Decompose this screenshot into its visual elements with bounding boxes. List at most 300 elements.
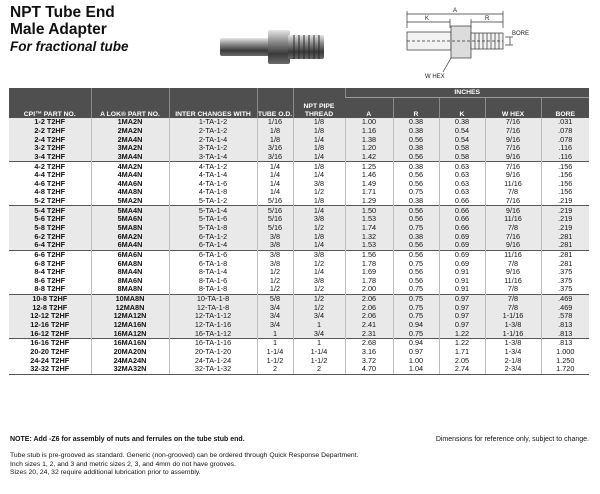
table-row bbox=[9, 179, 589, 188]
cell-cpi-part: 32-32 T2HF bbox=[9, 365, 91, 374]
cell-w-hex: 7/16 bbox=[485, 144, 541, 153]
cell-alok-part: 5MA8N bbox=[91, 224, 169, 233]
title-line-1: NPT Tube End bbox=[10, 4, 115, 21]
cell-dim-a: 1.78 bbox=[345, 259, 393, 268]
cell-w-hex: 9/16 bbox=[485, 241, 541, 250]
cell-tube-od: 1/2 bbox=[257, 285, 293, 294]
cell-dim-a: 1.53 bbox=[345, 241, 393, 250]
cell-dim-r: 0.56 bbox=[393, 179, 439, 188]
cell-dim-a: 1.56 bbox=[345, 250, 393, 259]
cell-interchange: 6-TA-1-2 bbox=[169, 232, 257, 241]
cell-interchange: 2-TA-1-4 bbox=[169, 135, 257, 144]
cell-bore: .156 bbox=[541, 162, 589, 171]
cell-bore: 1.000 bbox=[541, 348, 589, 357]
cell-npt-thread: 3/8 bbox=[293, 250, 345, 259]
cell-w-hex: 7/16 bbox=[485, 127, 541, 136]
cell-cpi-part: 8-4 T2HF bbox=[34, 267, 66, 277]
cell-alok-part: 20MA20N bbox=[91, 348, 169, 357]
cell-dim-a: 4.70 bbox=[345, 365, 393, 374]
cell-dim-k: 0.91 bbox=[439, 268, 485, 277]
cell-dim-a: 3.16 bbox=[345, 348, 393, 357]
cell-dim-k: 0.91 bbox=[439, 285, 485, 294]
cell-dim-r: 0.94 bbox=[393, 321, 439, 330]
cell-npt-thread: 1/4 bbox=[293, 241, 345, 250]
table-row bbox=[9, 277, 589, 286]
cell-dim-k: 0.58 bbox=[439, 153, 485, 162]
cell-w-hex: 9/16 bbox=[485, 171, 541, 180]
cell-dim-a: 1.71 bbox=[345, 188, 393, 197]
cell-dim-a: 1.46 bbox=[345, 171, 393, 180]
cell-bore: .116 bbox=[541, 144, 589, 153]
drawing-label-whex: W HEX bbox=[425, 74, 445, 80]
cell-interchange: 3-TA-1-2 bbox=[169, 144, 257, 153]
header-npt: NPT PIPE THREAD bbox=[293, 88, 345, 118]
cell-npt-thread: 1/4 bbox=[293, 171, 345, 180]
table-row bbox=[9, 312, 589, 321]
cell-dim-r: 0.75 bbox=[393, 259, 439, 268]
cell-tube-od: 1/16 bbox=[257, 118, 293, 127]
cell-npt-thread: 1/4 bbox=[293, 268, 345, 277]
cell-bore: .219 bbox=[541, 215, 589, 224]
cell-w-hex: 9/16 bbox=[485, 153, 541, 162]
cell-tube-od: 5/16 bbox=[257, 224, 293, 233]
cell-dim-a: 1.74 bbox=[345, 224, 393, 233]
cell-dim-r: 0.56 bbox=[393, 268, 439, 277]
cell-interchange: 24-TA-1-24 bbox=[169, 356, 257, 365]
product-photo bbox=[218, 24, 328, 70]
table-row bbox=[9, 188, 589, 197]
cell-dim-k: 0.69 bbox=[439, 232, 485, 241]
cell-dim-k: 0.97 bbox=[439, 294, 485, 303]
cell-bore: .281 bbox=[541, 232, 589, 241]
cell-dim-a: 1.42 bbox=[345, 153, 393, 162]
cell-dim-r: 0.56 bbox=[393, 241, 439, 250]
cell-tube-od: 3/4 bbox=[257, 303, 293, 312]
cell-npt-thread: 1-1/4 bbox=[293, 348, 345, 357]
cell-dim-k: 1.22 bbox=[439, 339, 485, 348]
cell-npt-thread: 1/8 bbox=[293, 197, 345, 206]
cell-tube-od: 3/16 bbox=[257, 144, 293, 153]
cell-cpi-part: 5-2 T2HF bbox=[34, 196, 66, 206]
cell-tube-od: 3/4 bbox=[257, 312, 293, 321]
cell-w-hex: 1-1/16 bbox=[485, 312, 541, 321]
cell-dim-k: 0.97 bbox=[439, 321, 485, 330]
cell-npt-thread: 1/8 bbox=[293, 232, 345, 241]
cell-dim-a: 2.06 bbox=[345, 303, 393, 312]
cell-alok-part: 4MA2N bbox=[91, 162, 169, 171]
cell-tube-od: 3/8 bbox=[257, 250, 293, 259]
cell-interchange: 6-TA-1-8 bbox=[169, 259, 257, 268]
header-cpi: CPI™ PART NO. bbox=[9, 88, 91, 118]
cell-dim-r: 0.56 bbox=[393, 153, 439, 162]
cell-npt-thread: 1/2 bbox=[293, 303, 345, 312]
cell-npt-thread: 1/8 bbox=[293, 162, 345, 171]
cell-interchange: 5-TA-1-2 bbox=[169, 197, 257, 206]
cell-cpi-part: 8-6 T2HF bbox=[34, 276, 66, 285]
spec-table-body bbox=[9, 118, 589, 374]
cell-alok-part: 8MA4N bbox=[91, 268, 169, 277]
cell-dim-r: 0.75 bbox=[393, 303, 439, 312]
cell-alok-part: 5MA4N bbox=[91, 206, 169, 215]
table-row bbox=[9, 153, 589, 162]
cell-dim-a: 2.68 bbox=[345, 339, 393, 348]
cell-dim-r: 0.38 bbox=[393, 197, 439, 206]
cell-dim-k: 0.69 bbox=[439, 241, 485, 250]
cell-interchange: 5-TA-1-4 bbox=[169, 206, 257, 215]
cell-tube-od: 3/16 bbox=[257, 153, 293, 162]
cell-w-hex: 7/16 bbox=[485, 162, 541, 171]
cell-dim-k: 0.97 bbox=[439, 303, 485, 312]
cell-w-hex: 7/8 bbox=[485, 259, 541, 268]
cell-dim-k: 1.22 bbox=[439, 329, 485, 338]
table-row bbox=[9, 206, 589, 215]
cell-npt-thread: 3/8 bbox=[293, 179, 345, 188]
cell-tube-od: 1/4 bbox=[257, 188, 293, 197]
cell-dim-k: 0.63 bbox=[439, 171, 485, 180]
cell-bore: .281 bbox=[541, 241, 589, 250]
cell-dim-k: 0.54 bbox=[439, 135, 485, 144]
cell-tube-od: 3/4 bbox=[257, 321, 293, 330]
cell-dim-a: 1.69 bbox=[345, 268, 393, 277]
cell-cpi-part: 6-8 T2HF bbox=[34, 259, 66, 268]
cell-dim-k: 2.05 bbox=[439, 356, 485, 365]
cell-w-hex: 1-3/4 bbox=[485, 348, 541, 357]
cell-tube-od: 1-1/2 bbox=[257, 356, 293, 365]
cell-npt-thread: 3/4 bbox=[293, 312, 345, 321]
cell-npt-thread: 1/8 bbox=[293, 118, 345, 127]
cell-dim-a: 1.53 bbox=[345, 215, 393, 224]
cell-cpi-part: 20-20 T2HF bbox=[30, 347, 70, 356]
cell-tube-od: 5/16 bbox=[257, 197, 293, 206]
cell-dim-a: 1.25 bbox=[345, 162, 393, 171]
cell-alok-part: 3MA4N bbox=[91, 153, 169, 162]
cell-dim-k: 0.58 bbox=[439, 144, 485, 153]
cell-dim-r: 0.56 bbox=[393, 250, 439, 259]
cell-tube-od: 3/8 bbox=[257, 241, 293, 250]
cell-dim-k: 0.66 bbox=[439, 197, 485, 206]
table-row bbox=[9, 162, 589, 171]
cell-dim-r: 0.94 bbox=[393, 339, 439, 348]
cell-alok-part: 10MA8N bbox=[91, 294, 169, 303]
cell-npt-thread: 1/2 bbox=[293, 188, 345, 197]
table-row bbox=[9, 118, 589, 127]
cell-bore: .469 bbox=[541, 294, 589, 303]
cell-dim-r: 1.00 bbox=[393, 356, 439, 365]
cell-npt-thread: 1/2 bbox=[293, 285, 345, 294]
table-row bbox=[9, 197, 589, 206]
cell-interchange: 20-TA-1-20 bbox=[169, 348, 257, 357]
cell-w-hex: 1-3/8 bbox=[485, 339, 541, 348]
table-row bbox=[9, 127, 589, 136]
cell-dim-r: 0.75 bbox=[393, 329, 439, 338]
cell-dim-k: 0.69 bbox=[439, 259, 485, 268]
cell-tube-od: 1/8 bbox=[257, 135, 293, 144]
cell-dim-r: 0.56 bbox=[393, 135, 439, 144]
cell-dim-r: 0.75 bbox=[393, 224, 439, 233]
cell-bore: 1.720 bbox=[541, 365, 589, 374]
cell-dim-k: 0.66 bbox=[439, 206, 485, 215]
cell-cpi-part: 1-2 T2HF bbox=[9, 118, 91, 127]
cell-bore: .375 bbox=[541, 268, 589, 277]
table-row bbox=[9, 224, 589, 233]
cell-npt-thread: 1/2 bbox=[293, 294, 345, 303]
cell-cpi-part: 12-8 T2HF bbox=[9, 303, 91, 312]
table-row bbox=[9, 268, 589, 277]
table-row bbox=[9, 365, 589, 374]
cell-w-hex: 7/8 bbox=[485, 285, 541, 294]
cell-dim-k: 0.54 bbox=[439, 127, 485, 136]
header-alok: A LOK® PART NO. bbox=[91, 88, 169, 118]
cell-bore: .156 bbox=[541, 179, 589, 188]
cell-tube-od: 1 bbox=[257, 329, 293, 338]
cell-dim-k: 0.66 bbox=[439, 215, 485, 224]
table-row bbox=[9, 348, 589, 357]
cell-interchange: 4-TA-1-2 bbox=[169, 162, 257, 171]
cell-npt-thread: 1 bbox=[293, 321, 345, 330]
cell-dim-r: 0.56 bbox=[393, 171, 439, 180]
cell-npt-thread: 1 bbox=[293, 339, 345, 348]
table-row bbox=[9, 171, 589, 180]
header-a: A bbox=[345, 98, 393, 119]
cell-dim-r: 0.38 bbox=[393, 232, 439, 241]
reference-note: Dimensions for reference only, subject to change. bbox=[435, 436, 589, 443]
cell-interchange: 8-TA-1-6 bbox=[169, 277, 257, 286]
cell-cpi-part: 12-16 T2HF bbox=[9, 321, 91, 330]
cell-interchange: 4-TA-1-8 bbox=[169, 188, 257, 197]
cell-interchange: 12-TA-1-16 bbox=[169, 321, 257, 330]
cell-interchange: 1-TA-1-2 bbox=[169, 118, 257, 127]
cell-tube-od: 1/2 bbox=[257, 268, 293, 277]
cell-cpi-part: 12-12 T2HF bbox=[9, 312, 91, 321]
cell-alok-part: 6MA4N bbox=[91, 241, 169, 250]
table-row bbox=[9, 329, 589, 338]
cell-dim-k: 0.91 bbox=[439, 277, 485, 286]
cell-alok-part: 3MA2N bbox=[91, 144, 169, 153]
cell-tube-od: 1/4 bbox=[257, 179, 293, 188]
cell-bore: .813 bbox=[541, 339, 589, 348]
cell-dim-r: 1.04 bbox=[393, 365, 439, 374]
cell-tube-od: 3/8 bbox=[257, 259, 293, 268]
cell-bore: .281 bbox=[541, 250, 589, 259]
cell-w-hex: 11/16 bbox=[485, 179, 541, 188]
cell-dim-r: 0.38 bbox=[393, 127, 439, 136]
cell-tube-od: 1 bbox=[257, 339, 293, 348]
cell-dim-a: 2.06 bbox=[345, 312, 393, 321]
cell-w-hex: 7/16 bbox=[485, 118, 541, 127]
cell-alok-part: 4MA8N bbox=[91, 188, 169, 197]
cell-alok-part: 8MA6N bbox=[91, 277, 169, 286]
table-row bbox=[9, 241, 589, 250]
cell-npt-thread: 3/4 bbox=[293, 329, 345, 338]
cell-dim-r: 0.75 bbox=[393, 285, 439, 294]
drawing-label-r: R bbox=[485, 16, 490, 22]
cell-alok-part: 6MA8N bbox=[91, 259, 169, 268]
cell-bore: .219 bbox=[541, 197, 589, 206]
cell-w-hex: 7/8 bbox=[485, 224, 541, 233]
cell-cpi-part: 4-4 T2HF bbox=[34, 170, 66, 180]
cell-bore: .116 bbox=[541, 153, 589, 162]
cell-tube-od: 1/4 bbox=[257, 162, 293, 171]
cell-cpi-part: 5-8 T2HF bbox=[9, 224, 91, 233]
cell-npt-thread: 3/8 bbox=[293, 277, 345, 286]
cell-alok-part: 12MA16N bbox=[91, 321, 169, 330]
cell-npt-thread: 1/8 bbox=[293, 144, 345, 153]
cell-cpi-part: 3-4 T2HF bbox=[9, 153, 91, 162]
cell-npt-thread: 1/8 bbox=[293, 127, 345, 136]
cell-alok-part: 16MA16N bbox=[91, 339, 169, 348]
cell-bore: .375 bbox=[541, 285, 589, 294]
cell-tube-od: 5/16 bbox=[257, 206, 293, 215]
cell-w-hex: 1-3/8 bbox=[485, 321, 541, 330]
cell-dim-k: 0.38 bbox=[439, 118, 485, 127]
cell-alok-part: 24MA24N bbox=[91, 356, 169, 365]
cell-dim-k: 1.71 bbox=[439, 348, 485, 357]
cell-bore: .031 bbox=[541, 118, 589, 127]
cell-w-hex: 1-1/16 bbox=[485, 329, 541, 338]
cell-dim-r: 0.75 bbox=[393, 294, 439, 303]
cell-dim-r: 0.38 bbox=[393, 118, 439, 127]
drawing-label-bore: BORE bbox=[512, 31, 530, 37]
cell-interchange: 4-TA-1-4 bbox=[169, 171, 257, 180]
cell-dim-a: 1.78 bbox=[345, 277, 393, 286]
cell-dim-k: 2.74 bbox=[439, 365, 485, 374]
cell-interchange: 16-TA-1-16 bbox=[169, 339, 257, 348]
cell-alok-part: 2MA2N bbox=[91, 127, 169, 136]
table-row bbox=[9, 250, 589, 259]
cell-cpi-part: 6-6 T2HF bbox=[9, 250, 91, 259]
cell-alok-part: 6MA6N bbox=[91, 250, 169, 259]
cell-w-hex: 7/8 bbox=[485, 303, 541, 312]
cell-cpi-part: 10-8 T2HF bbox=[9, 294, 91, 303]
dimension-drawing bbox=[395, 6, 535, 84]
cell-alok-part: 32MA32N bbox=[91, 365, 169, 374]
header-tube-od: TUBE O.D. bbox=[257, 88, 293, 118]
cell-dim-k: 0.97 bbox=[439, 312, 485, 321]
cell-tube-od: 1/2 bbox=[257, 277, 293, 286]
cell-interchange: 10-TA-1-8 bbox=[169, 294, 257, 303]
cell-alok-part: 4MA4N bbox=[91, 171, 169, 180]
table-row bbox=[9, 232, 589, 241]
cell-bore: .219 bbox=[541, 206, 589, 215]
cell-interchange: 12-TA-1-8 bbox=[169, 303, 257, 312]
cell-dim-r: 0.38 bbox=[393, 162, 439, 171]
table-row bbox=[9, 215, 589, 224]
cell-npt-thread: 1/4 bbox=[293, 153, 345, 162]
title-block bbox=[10, 4, 129, 55]
cell-bore: .469 bbox=[541, 303, 589, 312]
cell-alok-part: 12MA12N bbox=[91, 312, 169, 321]
cell-dim-k: 0.63 bbox=[439, 162, 485, 171]
cell-dim-a: 2.31 bbox=[345, 329, 393, 338]
cell-dim-k: 0.63 bbox=[439, 179, 485, 188]
cell-dim-r: 0.56 bbox=[393, 206, 439, 215]
cell-interchange: 6-TA-1-6 bbox=[169, 250, 257, 259]
cell-alok-part: 2MA4N bbox=[91, 135, 169, 144]
table-row bbox=[9, 356, 589, 365]
header-inches: INCHES bbox=[345, 88, 589, 98]
cell-cpi-part: 4-8 T2HF bbox=[34, 188, 66, 197]
cell-cpi-part: 8-8 T2HF bbox=[34, 285, 66, 294]
cell-cpi-part: 6-2 T2HF bbox=[9, 232, 91, 241]
table-row bbox=[9, 259, 589, 268]
drawing-label-k: K bbox=[425, 16, 430, 22]
cell-alok-part: 12MA8N bbox=[91, 303, 169, 312]
cell-dim-r: 0.56 bbox=[393, 277, 439, 286]
cell-w-hex: 7/16 bbox=[485, 197, 541, 206]
cell-tube-od: 1-1/4 bbox=[257, 348, 293, 357]
cell-cpi-part: 4-2 T2HF bbox=[9, 162, 91, 171]
cell-w-hex: 11/16 bbox=[485, 277, 541, 286]
cell-alok-part: 5MA2N bbox=[91, 197, 169, 206]
spec-table bbox=[9, 88, 589, 375]
cell-interchange: 32-TA-1-32 bbox=[169, 365, 257, 374]
cell-dim-r: 0.75 bbox=[393, 188, 439, 197]
cell-bore: .078 bbox=[541, 135, 589, 144]
cell-dim-k: 0.63 bbox=[439, 188, 485, 197]
table-row bbox=[9, 303, 589, 312]
cell-dim-r: 0.38 bbox=[393, 144, 439, 153]
cell-bore: .156 bbox=[541, 171, 589, 180]
cell-npt-thread: 1/4 bbox=[293, 206, 345, 215]
cell-alok-part: 1MA2N bbox=[91, 118, 169, 127]
cell-w-hex: 9/16 bbox=[485, 268, 541, 277]
cell-w-hex: 2-1/8 bbox=[485, 356, 541, 365]
cell-tube-od: 5/16 bbox=[257, 215, 293, 224]
cell-dim-r: 0.75 bbox=[393, 312, 439, 321]
cell-w-hex: 2-3/4 bbox=[485, 365, 541, 374]
cell-w-hex: 11/16 bbox=[485, 215, 541, 224]
cell-bore: .813 bbox=[541, 321, 589, 330]
cell-cpi-part: 5-6 T2HF bbox=[9, 215, 91, 224]
cell-dim-a: 1.50 bbox=[345, 206, 393, 215]
cell-dim-r: 0.97 bbox=[393, 348, 439, 357]
cell-alok-part: 5MA6N bbox=[91, 215, 169, 224]
table-row bbox=[9, 144, 589, 153]
cell-cpi-part: 24-24 T2HF bbox=[30, 356, 70, 365]
cell-tube-od: 2 bbox=[257, 365, 293, 374]
footnotes bbox=[10, 452, 358, 478]
cell-interchange: 8-TA-1-4 bbox=[169, 268, 257, 277]
header-k: K bbox=[439, 98, 485, 119]
cell-dim-a: 1.32 bbox=[345, 232, 393, 241]
footnote-2: Inch sizes 1, 2, and 3 and metric sizes 2, 3, and 4mm do not have grooves. bbox=[10, 460, 236, 468]
cell-cpi-part: 5-4 T2HF bbox=[9, 206, 91, 215]
table-row bbox=[9, 285, 589, 294]
cell-dim-a: 1.49 bbox=[345, 179, 393, 188]
cell-tube-od: 1/8 bbox=[257, 127, 293, 136]
table-row bbox=[9, 339, 589, 348]
cell-cpi-part: 16-16 T2HF bbox=[9, 339, 91, 348]
cell-cpi-part: 4-6 T2HF bbox=[34, 179, 66, 188]
drawing-label-a: A bbox=[453, 8, 458, 14]
cell-cpi-part: 6-4 T2HF bbox=[9, 241, 91, 250]
cell-bore: .813 bbox=[541, 329, 589, 338]
table-row bbox=[9, 294, 589, 303]
cell-alok-part: 8MA8N bbox=[91, 285, 169, 294]
cell-interchange: 12-TA-1-12 bbox=[169, 312, 257, 321]
cell-alok-part: 4MA6N bbox=[91, 179, 169, 188]
cell-npt-thread: 1/4 bbox=[293, 135, 345, 144]
header-w-hex: W HEX bbox=[485, 98, 541, 119]
cell-dim-a: 1.29 bbox=[345, 197, 393, 206]
cell-interchange: 2-TA-1-2 bbox=[169, 127, 257, 136]
cell-cpi-part: 16-12 T2HF bbox=[9, 329, 91, 338]
table-row bbox=[9, 135, 589, 144]
cell-npt-thread: 3/8 bbox=[293, 215, 345, 224]
cell-interchange: 8-TA-1-8 bbox=[169, 285, 257, 294]
table-row bbox=[9, 321, 589, 330]
header-inter: INTER CHANGES WITH bbox=[169, 88, 257, 118]
